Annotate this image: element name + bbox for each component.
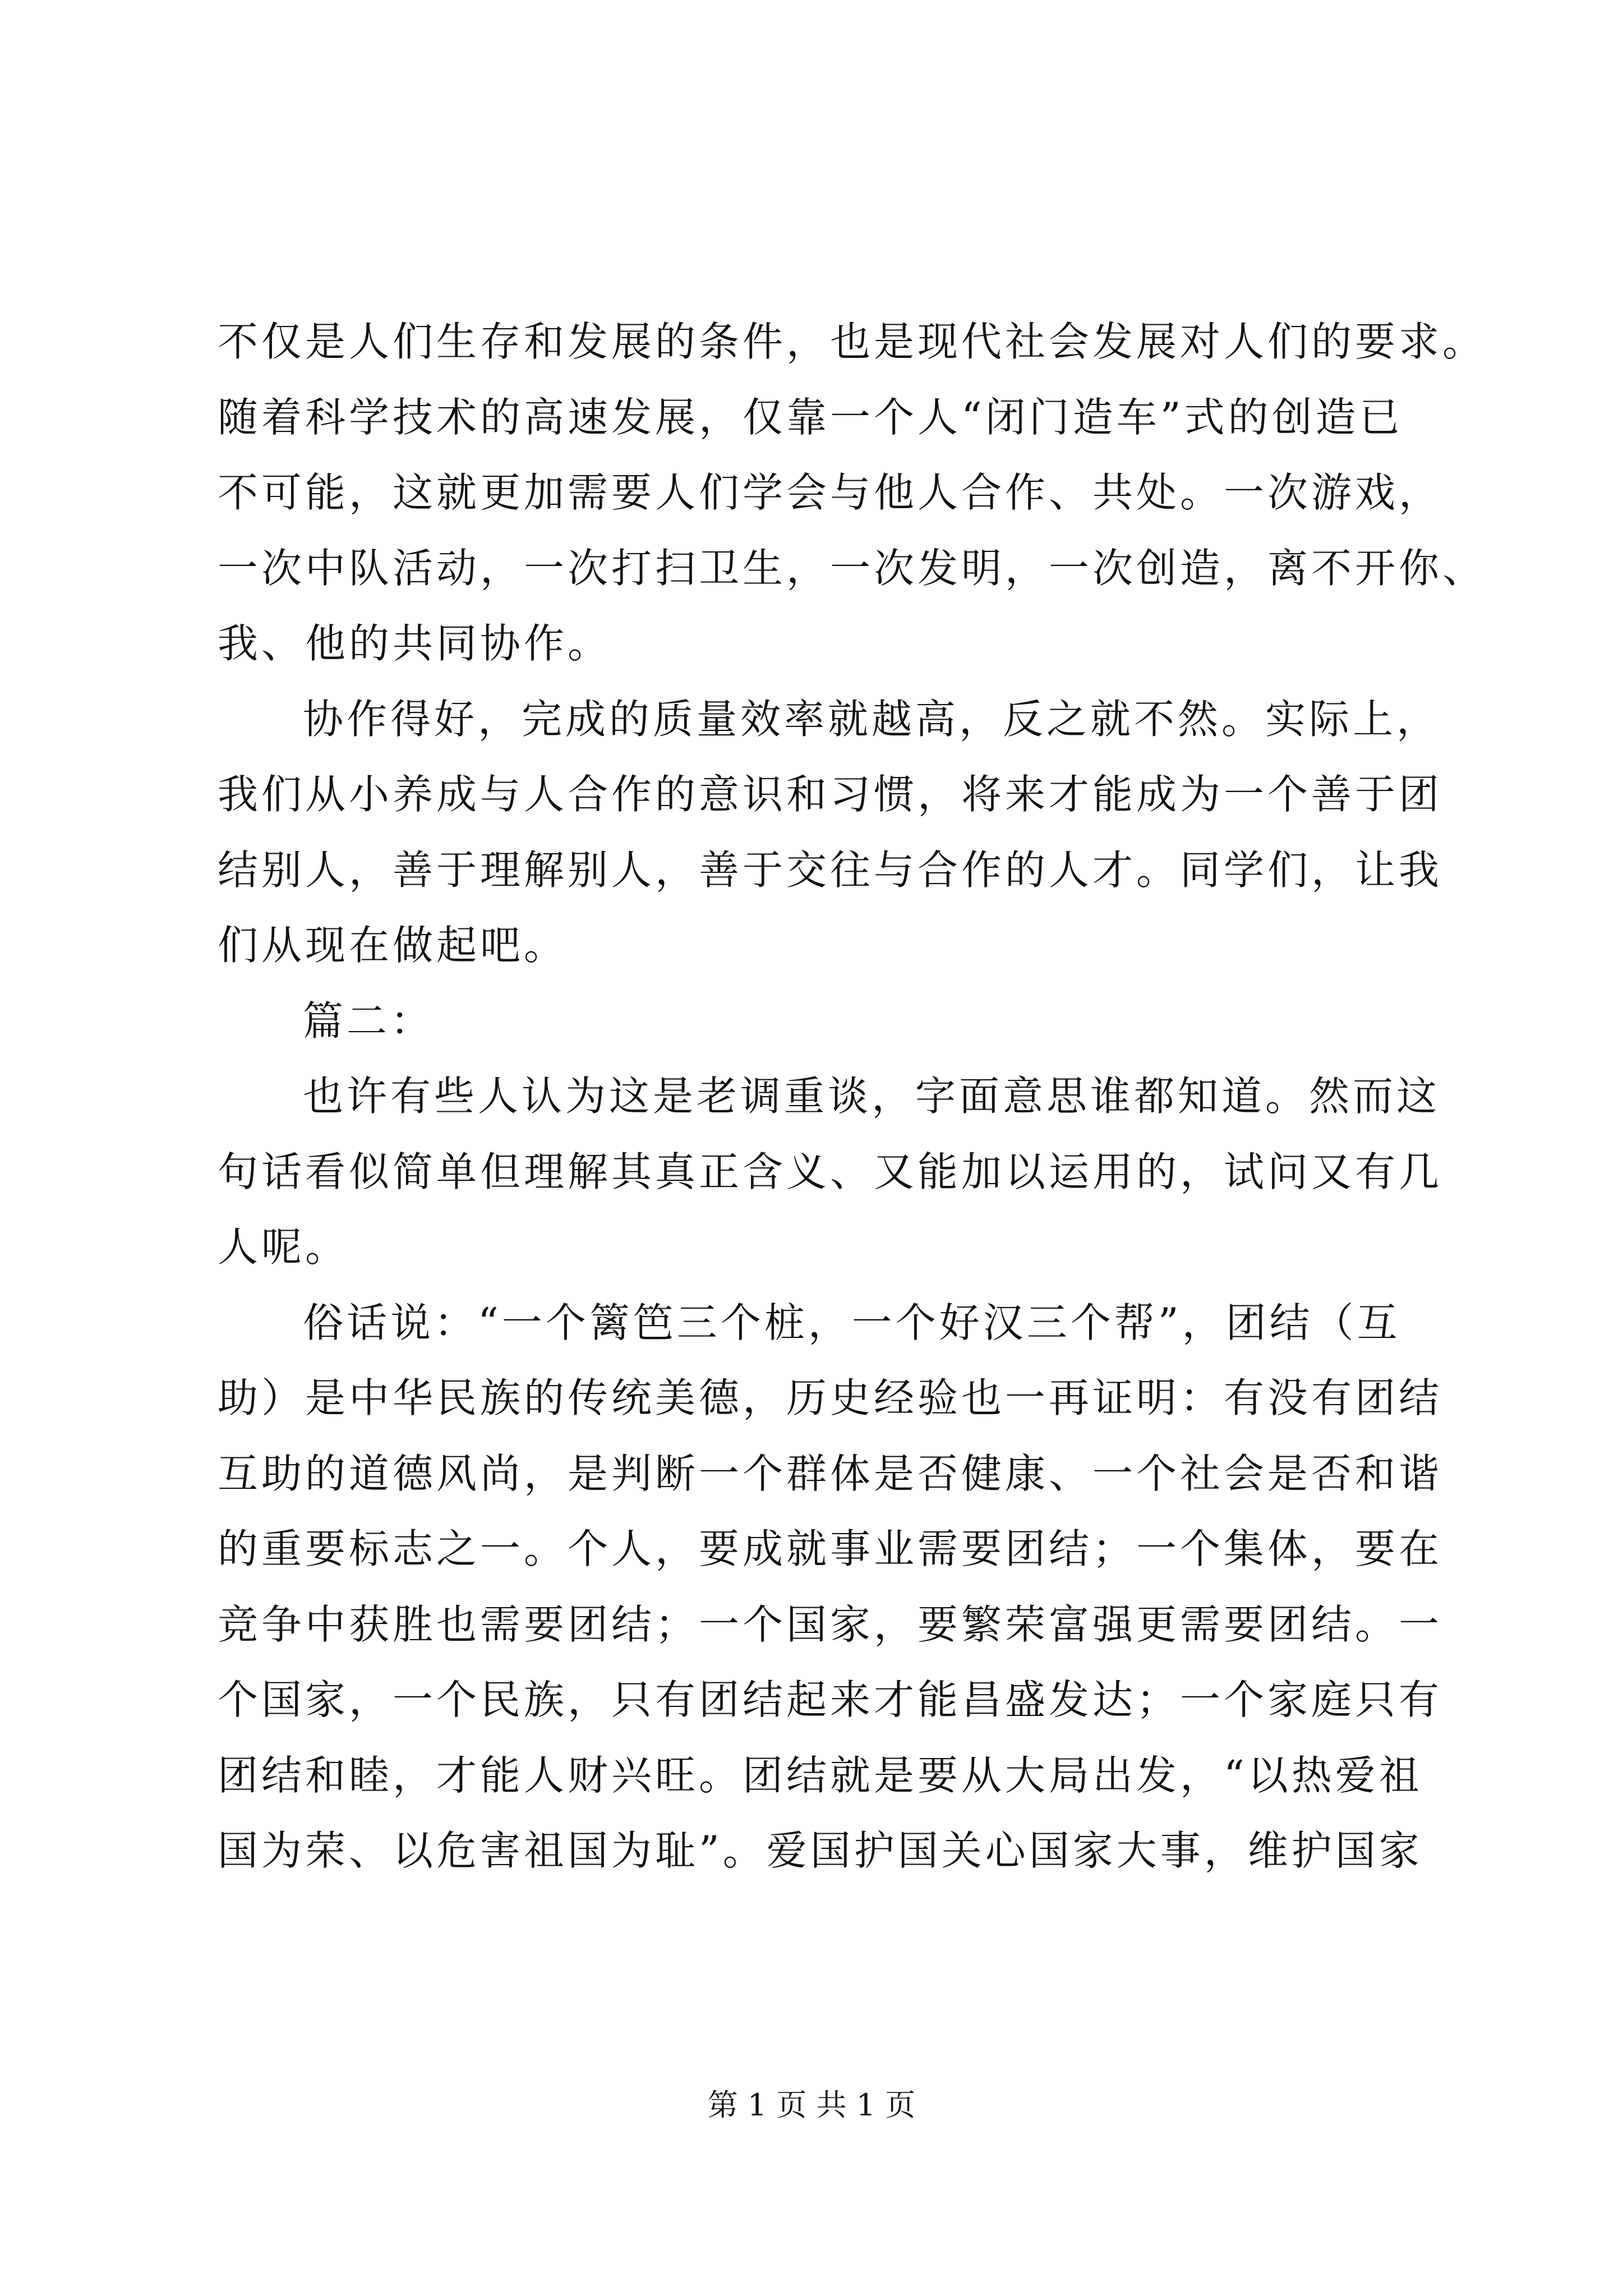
text-line: 国为荣、以危害祖国为耻”。爱国护国关心国家大事，维护国家: [218, 1827, 1423, 1874]
text-line: 互助的道德风尚，是判断一个群体是否健康、一个社会是否和谐: [218, 1450, 1443, 1497]
text-line: 不仅是人们生存和发展的条件，也是现代社会发展对人们的要求。: [218, 318, 1487, 365]
paragraph-first-line: 也许有些人认为这是老调重谈，字面意思谁都知道。然而这: [303, 1073, 1441, 1120]
text-line: 不可能，这就更加需要人们学会与他人合作、共处。一次游戏，: [218, 469, 1443, 516]
text-line: 助）是中华民族的传统美德，历史经验也一再证明：有没有团结: [218, 1374, 1443, 1421]
paragraph-first-line: 协作得好，完成的质量效率就越高，反之就不然。实际上，: [303, 696, 1441, 743]
text-line: 竞争中获胜也需要团结；一个国家，要繁荣富强更需要团结。一: [218, 1601, 1443, 1648]
text-line: 的重要标志之一。个人，要成就事业需要团结；一个集体，要在: [218, 1525, 1443, 1572]
text-line: 结别人，善于理解别人，善于交往与合作的人才。同学们，让我: [218, 846, 1443, 894]
text-line: 一次中队活动，一次打扫卫生，一次发明，一次创造，离不开你、: [218, 545, 1487, 592]
text-line: 个国家，一个民族，只有团结起来才能昌盛发达；一个家庭只有: [218, 1676, 1443, 1723]
text-line: 我、他的共同协作。: [218, 620, 612, 667]
page-number-footer: 第 1 页 共 1 页: [707, 2087, 916, 2123]
paragraph-first-line: 俗话说：“一个篱笆三个桩，一个好汉三个帮”，团结（互: [303, 1299, 1401, 1346]
text-line: 句话看似简单但理解其真正含义、又能加以运用的，试问又有几: [218, 1148, 1443, 1195]
text-line: 团结和睦，才能人财兴旺。团结就是要从大局出发，“以热爱祖: [218, 1752, 1423, 1799]
text-line: 们从现在做起吧。: [218, 922, 568, 969]
text-line: 人呢。: [218, 1223, 349, 1271]
text-line: 随着科学技术的高速发展，仅靠一个人“闭门造车”式的创造已: [218, 394, 1403, 441]
text-line: 我们从小养成与人合作的意识和习惯，将来才能成为一个善于团: [218, 771, 1443, 818]
section-heading: 篇二：: [303, 997, 435, 1045]
